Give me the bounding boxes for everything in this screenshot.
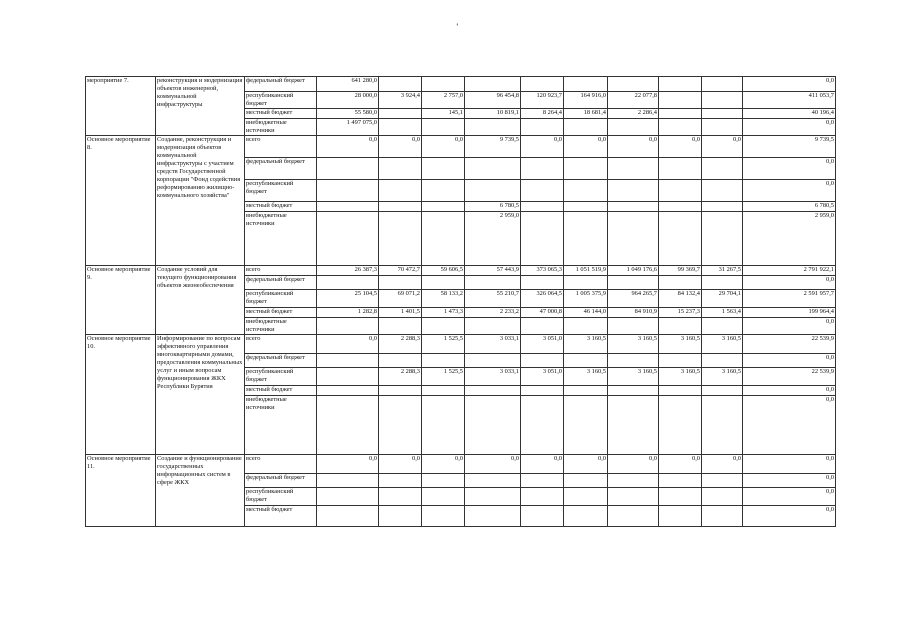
value-cell: 3 051,0 — [521, 335, 564, 354]
value-cell — [702, 92, 743, 109]
total-cell: 9 739,5 — [743, 136, 836, 158]
value-cell — [608, 506, 659, 527]
measure-description: Создание, реконструкция и модернизация объектов коммунальной инфраструктуры с участием средств Государственной корпорации "Фонд содействия реформированию жилищно-коммунального хозяйства" — [156, 136, 245, 266]
value-cell — [317, 368, 379, 386]
table-row — [86, 455, 836, 474]
value-cell — [702, 396, 743, 455]
value-cell — [379, 488, 422, 506]
value-cell — [659, 180, 702, 202]
value-cell — [317, 506, 379, 527]
value-cell — [521, 77, 564, 92]
measure-name: Основное мероприятие 11. — [86, 455, 156, 527]
value-cell: 1 497 075,0 — [317, 119, 379, 136]
value-cell — [422, 202, 465, 212]
value-cell — [659, 109, 702, 119]
total-cell: 0,0 — [743, 474, 836, 488]
funding-source: внебюджетные источники — [245, 212, 317, 266]
funding-source: местный бюджет — [245, 308, 317, 318]
value-cell — [521, 318, 564, 335]
value-cell — [379, 354, 422, 368]
value-cell — [702, 506, 743, 527]
value-cell: 22 077,8 — [608, 92, 659, 109]
funding-source: местный бюджет — [245, 506, 317, 527]
value-cell — [317, 488, 379, 506]
total-cell: 0,0 — [743, 488, 836, 506]
total-cell: 6 780,5 — [743, 202, 836, 212]
measure-name: Основное мероприятие 8. — [86, 136, 156, 266]
value-cell: 70 472,7 — [379, 266, 422, 276]
value-cell: 1 525,5 — [422, 368, 465, 386]
total-cell: 22 539,9 — [743, 368, 836, 386]
value-cell — [379, 396, 422, 455]
value-cell — [608, 396, 659, 455]
value-cell — [379, 506, 422, 527]
funding-source: внебюджетные источники — [245, 318, 317, 335]
value-cell: 69 071,2 — [379, 290, 422, 308]
value-cell: 326 064,5 — [521, 290, 564, 308]
value-cell — [521, 158, 564, 180]
value-cell — [702, 119, 743, 136]
table-row — [86, 266, 836, 276]
value-cell — [608, 119, 659, 136]
value-cell: 0,0 — [317, 136, 379, 158]
total-cell: 0,0 — [743, 396, 836, 455]
value-cell: 2 959,0 — [465, 212, 521, 266]
value-cell — [422, 77, 465, 92]
value-cell — [564, 212, 608, 266]
value-cell: 0,0 — [659, 136, 702, 158]
value-cell: 55 210,7 — [465, 290, 521, 308]
value-cell — [659, 212, 702, 266]
value-cell: 3 160,5 — [564, 335, 608, 354]
value-cell — [608, 212, 659, 266]
value-cell: 0,0 — [521, 455, 564, 474]
value-cell — [659, 354, 702, 368]
value-cell: 2 288,3 — [379, 368, 422, 386]
value-cell — [465, 488, 521, 506]
value-cell: 3 924,4 — [379, 92, 422, 109]
value-cell: 57 443,9 — [465, 266, 521, 276]
value-cell: 58 133,2 — [422, 290, 465, 308]
value-cell — [422, 506, 465, 527]
value-cell — [379, 109, 422, 119]
value-cell — [379, 119, 422, 136]
page-mark: ʽ — [456, 22, 459, 31]
value-cell: 164 916,0 — [564, 92, 608, 109]
value-cell: 3 160,5 — [702, 368, 743, 386]
value-cell: 0,0 — [317, 335, 379, 354]
value-cell — [422, 119, 465, 136]
value-cell: 59 606,5 — [422, 266, 465, 276]
value-cell — [317, 212, 379, 266]
value-cell — [465, 119, 521, 136]
value-cell — [659, 92, 702, 109]
value-cell — [702, 202, 743, 212]
value-cell — [317, 396, 379, 455]
value-cell — [379, 474, 422, 488]
value-cell — [608, 488, 659, 506]
value-cell — [317, 354, 379, 368]
value-cell — [521, 396, 564, 455]
value-cell — [422, 386, 465, 396]
table-row — [86, 77, 836, 92]
value-cell — [465, 180, 521, 202]
measure-description: реконструкция и модернизация объектов инженерной, коммунальной инфраструктуры — [156, 77, 245, 136]
funding-source: всего — [245, 136, 317, 158]
value-cell — [465, 354, 521, 368]
total-cell: 0,0 — [743, 77, 836, 92]
value-cell — [659, 77, 702, 92]
total-cell: 2 791 922,1 — [743, 266, 836, 276]
value-cell — [564, 488, 608, 506]
value-cell — [379, 386, 422, 396]
value-cell: 3 033,1 — [465, 368, 521, 386]
value-cell — [608, 77, 659, 92]
value-cell — [659, 488, 702, 506]
value-cell — [379, 202, 422, 212]
value-cell — [317, 386, 379, 396]
value-cell — [608, 386, 659, 396]
value-cell — [465, 474, 521, 488]
value-cell: 15 237,3 — [659, 308, 702, 318]
value-cell — [564, 202, 608, 212]
value-cell — [564, 180, 608, 202]
value-cell — [564, 354, 608, 368]
value-cell: 0,0 — [422, 136, 465, 158]
funding-source: республиканский бюджет — [245, 368, 317, 386]
table-row — [86, 335, 836, 354]
measure-description: Создание условий для текущего функционирования объектов жизнеобеспечения — [156, 266, 245, 335]
value-cell — [702, 386, 743, 396]
value-cell: 47 000,8 — [521, 308, 564, 318]
value-cell — [379, 276, 422, 290]
value-cell — [659, 119, 702, 136]
value-cell — [521, 386, 564, 396]
total-cell: 0,0 — [743, 276, 836, 290]
value-cell — [564, 506, 608, 527]
funding-source: всего — [245, 455, 317, 474]
value-cell: 99 369,7 — [659, 266, 702, 276]
value-cell — [521, 488, 564, 506]
value-cell — [521, 212, 564, 266]
funding-source: федеральный бюджет — [245, 77, 317, 92]
value-cell: 641 280,0 — [317, 77, 379, 92]
value-cell: 18 681,4 — [564, 109, 608, 119]
value-cell: 0,0 — [422, 455, 465, 474]
total-cell: 199 964,4 — [743, 308, 836, 318]
value-cell — [702, 180, 743, 202]
value-cell — [702, 109, 743, 119]
value-cell: 1 525,5 — [422, 335, 465, 354]
value-cell — [608, 180, 659, 202]
measure-name: Основное мероприятие 9. — [86, 266, 156, 335]
value-cell — [608, 318, 659, 335]
funding-source: федеральный бюджет — [245, 276, 317, 290]
value-cell — [659, 506, 702, 527]
value-cell — [564, 396, 608, 455]
value-cell — [465, 396, 521, 455]
measure-name: мероприятие 7. — [86, 77, 156, 136]
value-cell: 3 160,5 — [659, 368, 702, 386]
value-cell: 25 104,5 — [317, 290, 379, 308]
value-cell — [521, 276, 564, 290]
measure-description: Создание и функционирование государственных информационных систем в сфере ЖКХ — [156, 455, 245, 527]
value-cell — [422, 488, 465, 506]
value-cell: 3 160,5 — [702, 335, 743, 354]
value-cell: 2 286,4 — [608, 109, 659, 119]
value-cell — [422, 180, 465, 202]
value-cell: 84 132,4 — [659, 290, 702, 308]
value-cell: 0,0 — [521, 136, 564, 158]
value-cell — [659, 158, 702, 180]
funding-source: федеральный бюджет — [245, 158, 317, 180]
value-cell: 28 000,0 — [317, 92, 379, 109]
value-cell — [521, 119, 564, 136]
value-cell — [317, 318, 379, 335]
funding-source: местный бюджет — [245, 386, 317, 396]
value-cell: 2 288,3 — [379, 335, 422, 354]
value-cell: 3 160,5 — [659, 335, 702, 354]
funding-source: республиканский бюджет — [245, 488, 317, 506]
value-cell: 0,0 — [608, 136, 659, 158]
value-cell — [659, 318, 702, 335]
value-cell: 1 563,4 — [702, 308, 743, 318]
value-cell — [608, 474, 659, 488]
funding-source: республиканский бюджет — [245, 92, 317, 109]
value-cell — [659, 386, 702, 396]
funding-source: местный бюджет — [245, 202, 317, 212]
budget-table — [85, 76, 836, 527]
value-cell — [422, 354, 465, 368]
value-cell — [702, 77, 743, 92]
value-cell: 3 160,5 — [608, 368, 659, 386]
value-cell: 964 265,7 — [608, 290, 659, 308]
total-cell: 0,0 — [743, 318, 836, 335]
value-cell: 2 757,0 — [422, 92, 465, 109]
value-cell — [608, 158, 659, 180]
value-cell: 0,0 — [379, 136, 422, 158]
value-cell: 31 267,5 — [702, 266, 743, 276]
value-cell: 0,0 — [659, 455, 702, 474]
value-cell: 145,1 — [422, 109, 465, 119]
funding-source: республиканский бюджет — [245, 290, 317, 308]
value-cell — [564, 276, 608, 290]
value-cell — [379, 180, 422, 202]
value-cell — [317, 276, 379, 290]
value-cell: 3 051,0 — [521, 368, 564, 386]
value-cell: 55 580,0 — [317, 109, 379, 119]
value-cell: 8 264,4 — [521, 109, 564, 119]
value-cell — [317, 474, 379, 488]
total-cell: 0,0 — [743, 455, 836, 474]
value-cell — [317, 202, 379, 212]
value-cell: 29 704,1 — [702, 290, 743, 308]
value-cell: 2 233,2 — [465, 308, 521, 318]
value-cell — [422, 212, 465, 266]
value-cell — [659, 276, 702, 290]
value-cell — [564, 119, 608, 136]
value-cell: 0,0 — [379, 455, 422, 474]
value-cell: 0,0 — [702, 455, 743, 474]
value-cell — [702, 318, 743, 335]
value-cell — [564, 158, 608, 180]
value-cell: 84 910,9 — [608, 308, 659, 318]
value-cell: 120 923,7 — [521, 92, 564, 109]
value-cell: 1 473,3 — [422, 308, 465, 318]
value-cell — [564, 474, 608, 488]
value-cell — [422, 318, 465, 335]
value-cell: 26 387,3 — [317, 266, 379, 276]
value-cell — [521, 474, 564, 488]
total-cell: 0,0 — [743, 386, 836, 396]
value-cell — [465, 158, 521, 180]
total-cell: 0,0 — [743, 180, 836, 202]
value-cell — [564, 77, 608, 92]
value-cell: 0,0 — [317, 455, 379, 474]
value-cell — [465, 276, 521, 290]
total-cell: 0,0 — [743, 506, 836, 527]
value-cell — [422, 158, 465, 180]
value-cell — [379, 77, 422, 92]
value-cell — [422, 396, 465, 455]
value-cell: 10 819,1 — [465, 109, 521, 119]
funding-source: всего — [245, 266, 317, 276]
total-cell: 2 591 957,7 — [743, 290, 836, 308]
total-cell: 411 053,7 — [743, 92, 836, 109]
total-cell: 0,0 — [743, 158, 836, 180]
value-cell — [379, 318, 422, 335]
value-cell: 3 033,1 — [465, 335, 521, 354]
value-cell — [702, 354, 743, 368]
funding-source: внебюджетные источники — [245, 119, 317, 136]
value-cell: 1 005 375,9 — [564, 290, 608, 308]
value-cell — [659, 202, 702, 212]
value-cell — [465, 77, 521, 92]
funding-source: внебюджетные источники — [245, 396, 317, 455]
value-cell — [521, 202, 564, 212]
value-cell — [465, 506, 521, 527]
value-cell — [317, 180, 379, 202]
value-cell — [422, 276, 465, 290]
value-cell: 0,0 — [564, 455, 608, 474]
funding-source: федеральный бюджет — [245, 354, 317, 368]
value-cell: 46 144,0 — [564, 308, 608, 318]
value-cell — [659, 474, 702, 488]
total-cell: 40 196,4 — [743, 109, 836, 119]
value-cell: 1 401,5 — [379, 308, 422, 318]
value-cell: 1 049 176,6 — [608, 266, 659, 276]
value-cell — [608, 202, 659, 212]
value-cell: 9 739,5 — [465, 136, 521, 158]
value-cell — [521, 506, 564, 527]
value-cell: 0,0 — [564, 136, 608, 158]
value-cell — [465, 318, 521, 335]
value-cell: 96 454,8 — [465, 92, 521, 109]
value-cell: 0,0 — [465, 455, 521, 474]
value-cell — [379, 212, 422, 266]
value-cell — [608, 276, 659, 290]
total-cell: 22 539,9 — [743, 335, 836, 354]
value-cell — [702, 212, 743, 266]
total-cell: 2 959,0 — [743, 212, 836, 266]
value-cell: 6 780,5 — [465, 202, 521, 212]
total-cell: 0,0 — [743, 354, 836, 368]
value-cell: 373 065,3 — [521, 266, 564, 276]
budget-table-body — [86, 77, 836, 527]
value-cell — [702, 488, 743, 506]
value-cell: 3 160,5 — [564, 368, 608, 386]
value-cell — [659, 396, 702, 455]
value-cell — [702, 474, 743, 488]
value-cell — [564, 386, 608, 396]
value-cell — [521, 180, 564, 202]
funding-source: федеральный бюджет — [245, 474, 317, 488]
funding-source: республиканский бюджет — [245, 180, 317, 202]
value-cell — [564, 318, 608, 335]
funding-source: местный бюджет — [245, 109, 317, 119]
value-cell: 1 282,8 — [317, 308, 379, 318]
funding-source: всего — [245, 335, 317, 354]
value-cell: 0,0 — [608, 455, 659, 474]
value-cell: 3 160,5 — [608, 335, 659, 354]
table-row — [86, 136, 836, 158]
value-cell — [317, 158, 379, 180]
value-cell — [379, 158, 422, 180]
value-cell — [521, 354, 564, 368]
value-cell — [608, 354, 659, 368]
measure-description: Информирование по вопросам эффективного управления многоквартирными домами, предоставления коммунальных услуг и иным вопросам функционирования ЖКХ Республики Бурятия — [156, 335, 245, 455]
value-cell: 1 051 519,9 — [564, 266, 608, 276]
value-cell — [422, 474, 465, 488]
value-cell — [702, 276, 743, 290]
measure-name: Основное мероприятие 10. — [86, 335, 156, 455]
value-cell: 0,0 — [702, 136, 743, 158]
total-cell: 0,0 — [743, 119, 836, 136]
value-cell — [465, 386, 521, 396]
value-cell — [702, 158, 743, 180]
